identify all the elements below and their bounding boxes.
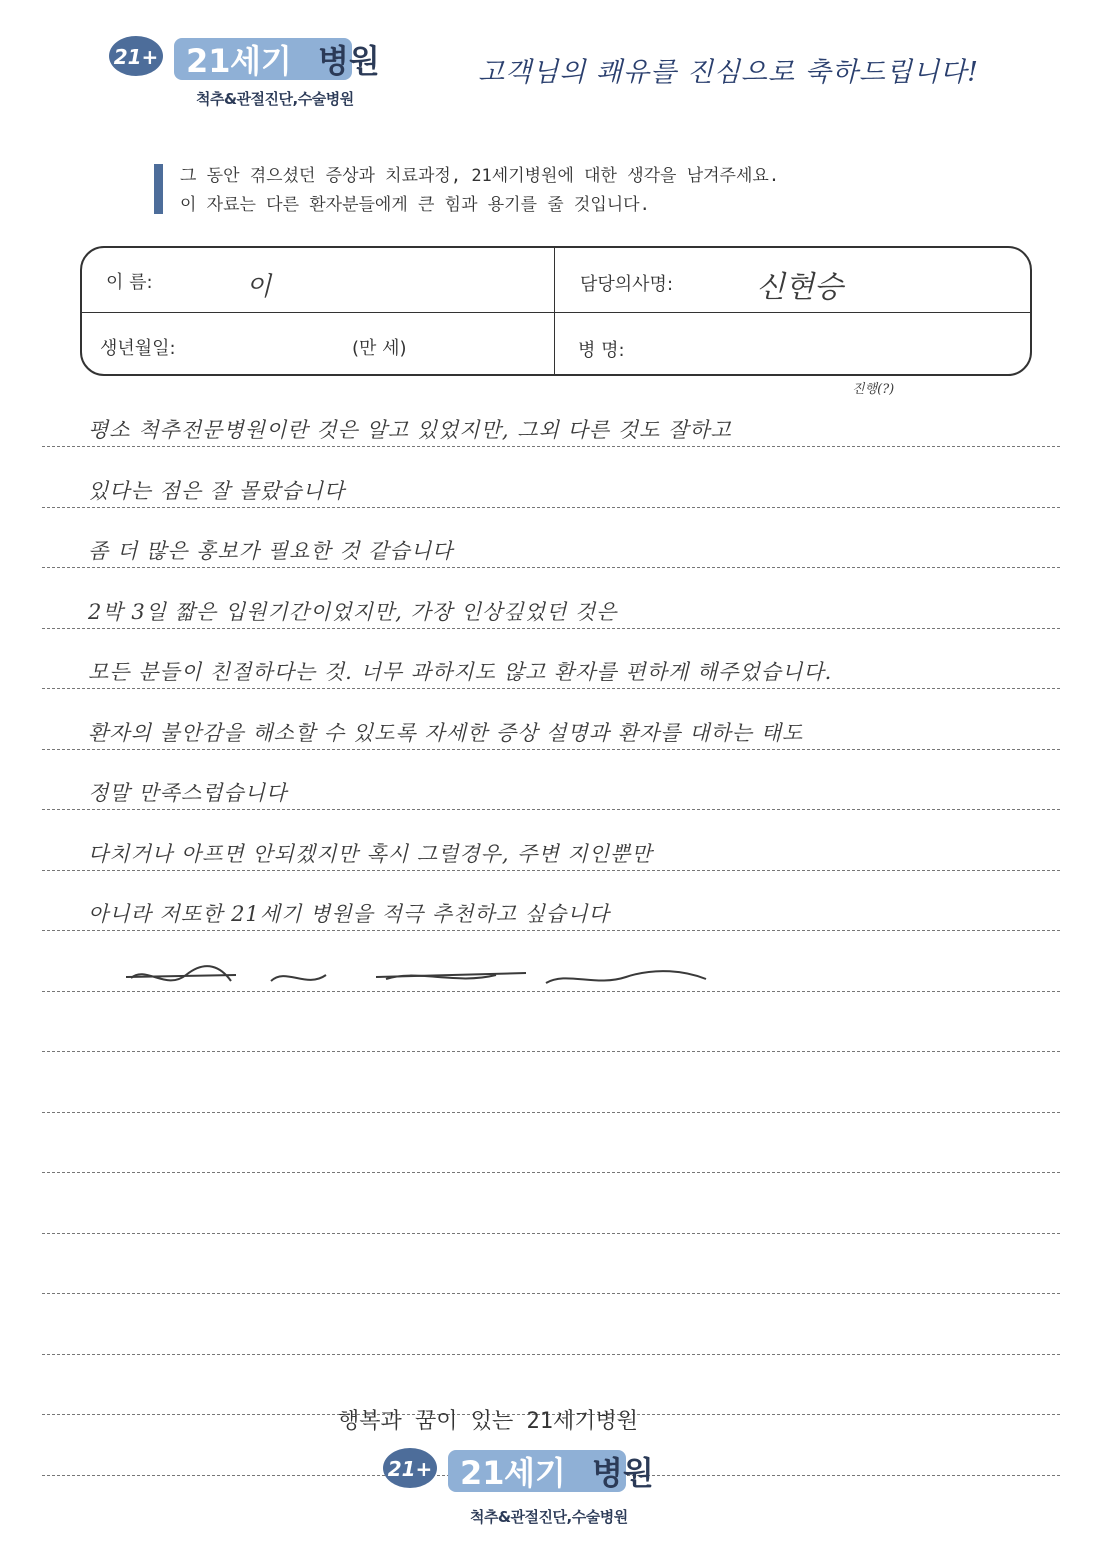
ruled-line xyxy=(42,567,1060,568)
letter-line-text: 아니라 저또한 21세기 병원을 적극 추천하고 싶습니다 xyxy=(88,902,610,926)
logo-subtitle: 척추&관절진단,수술병원 xyxy=(196,90,354,108)
name-label: 이 름: xyxy=(106,272,153,293)
logo-name-number: 21 xyxy=(460,1454,505,1492)
notice-accent-bar xyxy=(154,164,163,214)
letter-line-text: 환자의 불안감을 해소할 수 있도록 자세한 증상 설명과 환자를 대하는 태도 xyxy=(88,720,804,745)
notice-text xyxy=(180,162,779,220)
notice-line-2: 이 자료는 다른 환자분들에게 큰 힘과 용기를 줄 것입니다. xyxy=(180,195,650,215)
logo-name-rest: 세기 xyxy=(230,42,292,80)
birth-label: 생년월일: xyxy=(100,338,176,359)
footer-tagline: 행복과 꿈이 있는 21세기병원 xyxy=(338,1409,638,1434)
ruled-line xyxy=(42,1112,1060,1113)
hospital-logo-mark xyxy=(380,1442,680,1500)
ruled-line xyxy=(42,809,1060,810)
ruled-line xyxy=(42,688,1060,689)
hospital-logo-mark xyxy=(106,30,406,88)
ruled-line xyxy=(42,930,1060,931)
logo-subtitle: 척추&관절진단,수술병원 xyxy=(470,1508,628,1526)
letter-line-text: 모든 분들이 친절하다는 것. 너무 과하지도 않고 환자를 편하게 해주었습니다. xyxy=(88,660,833,684)
header-logo xyxy=(106,30,406,88)
ruled-line xyxy=(42,749,1060,750)
ruled-line xyxy=(42,1233,1060,1234)
ruled-line xyxy=(42,446,1060,447)
margin-annotation: 진행(?) xyxy=(852,382,895,397)
letter-line-text: 정말 만족스럽습니다 xyxy=(88,781,288,805)
logo-name-number: 21 xyxy=(186,42,231,80)
logo-badge-text: 21+ xyxy=(387,1457,433,1481)
letter-line-text: 평소 척추전문병원이란 것은 알고 있었지만, 그외 다른 것도 잘하고 xyxy=(88,418,732,442)
diagnosis-label: 병 명: xyxy=(578,340,625,361)
letter-line-text: 있다는 점은 잘 몰랐습니다 xyxy=(88,478,346,503)
scribbled-out-text xyxy=(126,963,746,997)
notice-line-1: 그 동안 겪으셨던 증상과 치료과정, 21세기병원에 대한 생각을 남겨주세요. xyxy=(180,166,780,186)
logo-name-suffix: 병원 xyxy=(318,42,380,80)
logo-name-suffix: 병원 xyxy=(592,1454,654,1492)
name-value: 이 xyxy=(246,272,272,302)
patient-info-box xyxy=(80,246,1032,376)
footer-logo xyxy=(380,1442,680,1500)
logo-badge-text: 21+ xyxy=(113,45,159,69)
ruled-line xyxy=(42,1051,1060,1052)
info-col-divider xyxy=(554,247,555,375)
ruled-line xyxy=(42,1293,1060,1294)
ruled-line xyxy=(42,628,1060,629)
doctor-label: 담당의사명: xyxy=(580,274,674,295)
letter-line-text: 좀 더 많은 홍보가 필요한 것 같습니다 xyxy=(88,539,454,563)
logo-name-rest: 세기 xyxy=(504,1454,566,1492)
ruled-line xyxy=(42,1354,1060,1355)
letter-line-text: 다치거나 아프면 안되겠지만 혹시 그럴경우, 주변 지인뿐만 xyxy=(88,841,653,866)
ruled-line xyxy=(42,507,1060,508)
age-value: (만 세) xyxy=(352,338,407,359)
letter-line-text: 2박 3일 짧은 입원기간이었지만, 가장 인상깊었던 것은 xyxy=(88,599,618,624)
info-row-divider xyxy=(81,312,1031,313)
header-slogan: 고객님의 쾌유를 진심으로 축하드립니다! xyxy=(478,57,979,88)
doctor-value: 신현승 xyxy=(756,270,843,305)
ruled-line xyxy=(42,1172,1060,1173)
ruled-line xyxy=(42,870,1060,871)
